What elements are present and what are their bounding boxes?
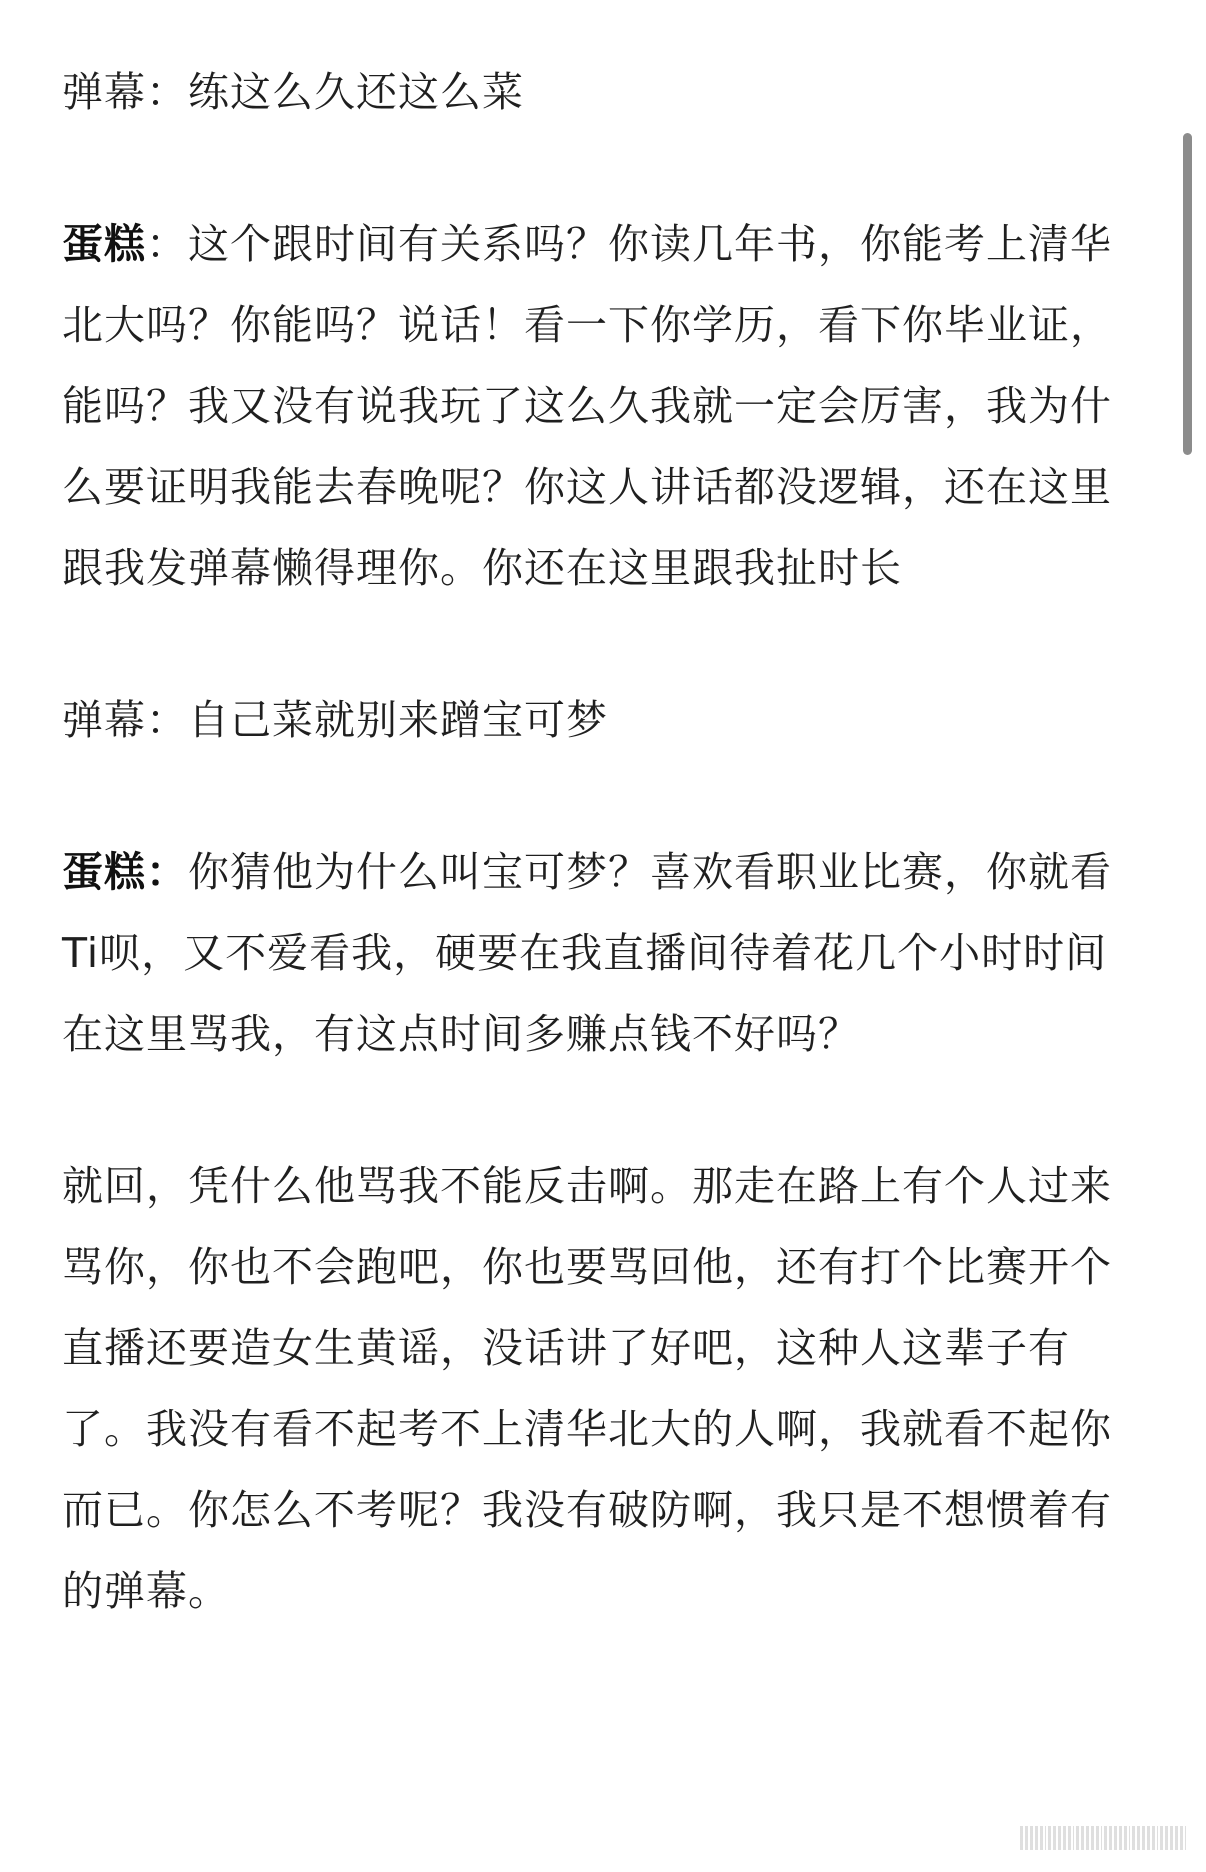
scrollbar-thumb[interactable] (1183, 133, 1192, 455)
speaker-separator: ： (146, 848, 188, 896)
watermark-glyph-icon (1104, 1826, 1130, 1850)
watermark-glyph-icon (1076, 1826, 1102, 1850)
speaker-label: 弹幕 (62, 696, 146, 744)
watermark-glyph-icon (1160, 1826, 1186, 1850)
dialogue-line-danmaku (62, 52, 1142, 133)
watermark-logo (1020, 1824, 1186, 1852)
speaker-separator: ： (146, 68, 188, 116)
speaker-separator: ： (146, 696, 188, 744)
vertical-scrollbar[interactable] (1178, 0, 1206, 1872)
speaker-label: 弹幕 (62, 68, 146, 116)
dialogue-text: 自己菜就别来蹭宝可梦 (188, 696, 608, 744)
speaker-label: 蛋糕 (62, 220, 146, 268)
watermark-glyph-icon (1048, 1826, 1074, 1850)
speaker-separator: ： (146, 220, 188, 268)
dialogue-text: 练这么久还这么菜 (188, 68, 524, 116)
dialogue-line-danmaku (62, 680, 1142, 761)
watermark-glyph-icon (1020, 1826, 1046, 1850)
paragraph-text: 就回，凭什么他骂我不能反击啊。那走在路上有个人过来骂你，你也不会跑吧，你也要骂回他，还有打个比赛开个直播还要造女生黄谣，没话讲了好吧，这种人这辈子有了。我没有看不起考不上清华北大的人啊，我就看不起你而已。你怎么不考呢？我没有破防啊，我只是不想惯着有的弹幕。 (62, 1162, 1112, 1615)
post-body (62, 52, 1142, 1632)
speaker-label: 蛋糕 (62, 848, 146, 896)
closing-paragraph (62, 1146, 1142, 1632)
dialogue-line-cake (62, 832, 1142, 1075)
watermark-glyph-icon (1132, 1826, 1158, 1850)
dialogue-line-cake (62, 204, 1142, 609)
dialogue-text: 你猜他为什么叫宝可梦？喜欢看职业比赛，你就看Ti呗，又不爱看我，硬要在我直播间待着花几个小时时间在这里骂我，有这点时间多赚点钱不好吗？ (62, 848, 1112, 1058)
dialogue-text: 这个跟时间有关系吗？你读几年书，你能考上清华北大吗？你能吗？说话！看一下你学历，看下你毕业证，能吗？我又没有说我玩了这么久我就一定会厉害，我为什么要证明我能去春晚呢？你这人讲话都没逻辑，还在这里跟我发弹幕懒得理你。你还在这里跟我扯时长 (62, 220, 1112, 592)
